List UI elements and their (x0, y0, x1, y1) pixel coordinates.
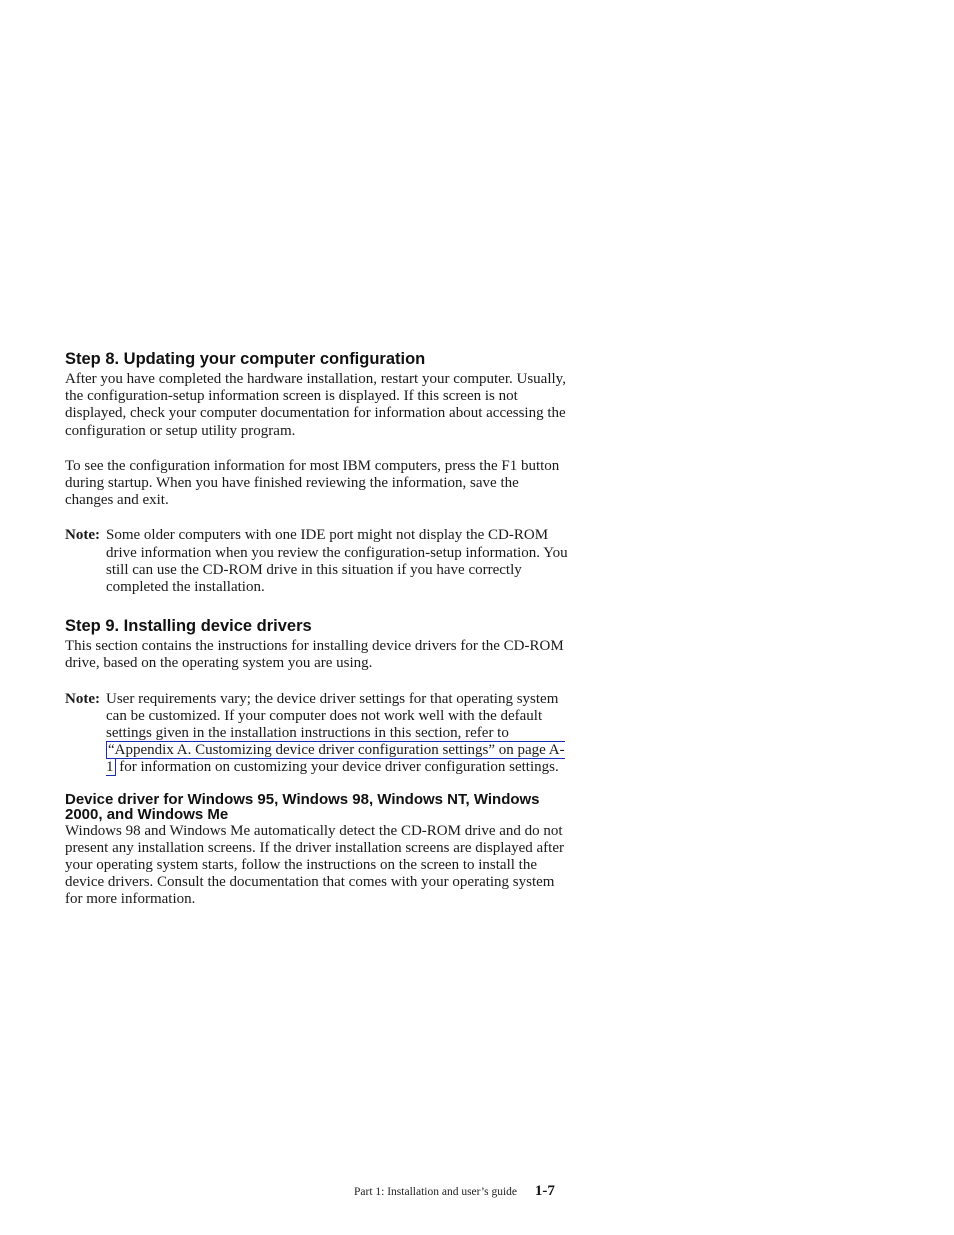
step8-heading: Step 8. Updating your computer configuration (65, 350, 426, 368)
windows-driver-heading: Device driver for Windows 95, Windows 98, Windows NT, Windows 2000, and Windows Me (65, 790, 540, 824)
page-number: 1-7 (534, 1183, 555, 1199)
note-text-after: for information on customizing your device driver configuration settings. (115, 759, 559, 776)
windows-driver-paragraph: Windows 98 and Windows Me automatically detect the CD-ROM drive and do not present any installation screens. If the driver installation screens are displayed after your operating system starts, follow the instructions on the screen to install the device drivers. Consult the documentation that comes with your operating system for more information. (65, 822, 564, 908)
note-label: Note: (65, 690, 100, 707)
appendix-a-link[interactable]: “Appendix A. Customizing device driver configuration settings” on page A-1 (106, 742, 565, 776)
footer-text: Part 1: Installation and user’s guide (354, 1186, 517, 1198)
step8-paragraph-2: To see the configuration information for most IBM computers, press the F1 button during startup. When you have finished reviewing the information, save the changes and exit. (65, 457, 560, 509)
page-content (65, 349, 570, 909)
step8-paragraph-1: After you have completed the hardware installation, restart your computer. Usually, the configuration-setup information screen is displayed. If this screen is not displayed, check your computer documentation for information about accessing the configuration or setup utility program. (65, 371, 566, 439)
page-footer (354, 1181, 555, 1202)
note-text-before: User requirements vary; the device driver settings for that operating system can be customized. If your computer does not work well with the default settings given in the installation instructions in this section, refer to (106, 690, 559, 742)
note-text (106, 691, 570, 777)
note-label: Note: (65, 527, 100, 544)
step8-note (65, 527, 570, 596)
step9-paragraph: This section contains the instructions for installing device drivers for the CD-ROM drive, based on the operating system you are using. (65, 638, 564, 672)
step9-note (65, 691, 570, 777)
note-text: Some older computers with one IDE port might not display the CD-ROM drive information when you review the configuration-setup information. You still can use the CD-ROM drive in this situation if you have correctly completed the installation. (106, 527, 568, 596)
step9-heading: Step 9. Installing device drivers (65, 617, 312, 636)
